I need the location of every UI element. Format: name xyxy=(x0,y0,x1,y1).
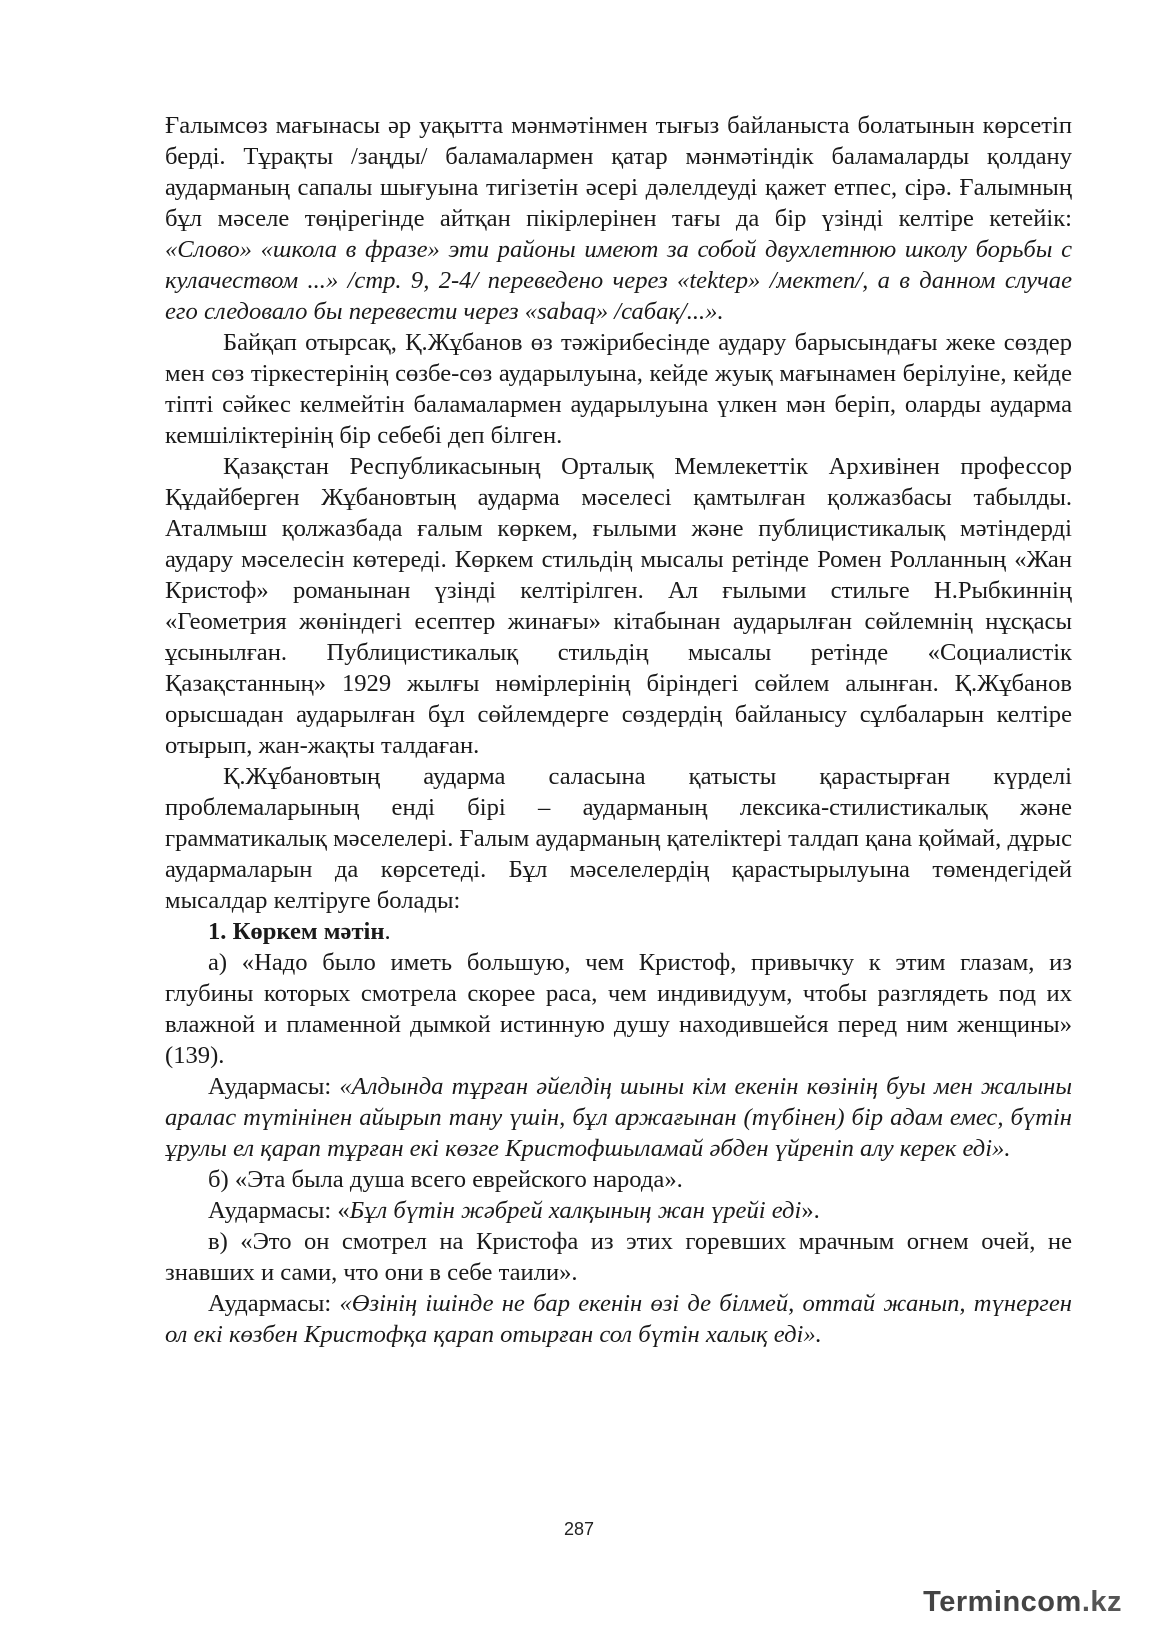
section-heading-dot: . xyxy=(384,918,391,945)
translation-end: ». xyxy=(801,1197,820,1224)
example-b-translation xyxy=(165,1195,1072,1226)
paragraph-1 xyxy=(165,110,1072,327)
example-c-translation xyxy=(165,1288,1072,1350)
example-b-source: б) «Эта была душа всего еврейского народа». xyxy=(208,1166,683,1193)
example-c-source: в) «Это он смотрел на Кристофа из этих горевших мрачным огнем очей, не знавших и сами, что они в себе таили». xyxy=(165,1228,1072,1286)
paragraph-1-text: Ғалымсөз мағынасы әр уақытта мәнмәтінмен тығыз байланыста болатынын көрсетіп берді. Тұрақты /заңды/ баламалармен қатар мәнмәтіндік баламаларды қолдану аударманың сапалы шығуына тигізетін әсері дәлелдеуді қажет етпес, сірә. Ғалымның бұл мәселе төңірегінде айтқан пікірлерінен тағы да бір үзінді келтіре кетейік: xyxy=(165,112,1072,232)
translation-label: Аудармасы: « xyxy=(208,1197,350,1224)
termincom-logo xyxy=(923,1586,1122,1622)
logo-domain: .kz xyxy=(1081,1586,1122,1618)
example-a-source: а) «Надо было иметь большую, чем Кристоф, привычку к этим глазам, из глубины которых смотрела скорее раса, чем индивидуум, чтобы разглядеть под их влажной и пламенной дымкой истинную душу находившейся перед ним женщины» (139). xyxy=(165,949,1072,1069)
paragraph-1-quote: «Слово» «школа в фразе» эти районы имеют за собой двухлетнюю школу борьбы с кулачеством ...» /стр. 9, 2-4/ переведено через «tektep» /мектеп/, а в данном случае его следовало бы перевести через «sabaq» /сабақ/...». xyxy=(165,236,1072,325)
document-body xyxy=(165,110,1072,1350)
example-a-translation xyxy=(165,1071,1072,1164)
logo-name: Termincom xyxy=(923,1586,1082,1618)
section-heading-text: 1. Көркем мәтін xyxy=(208,918,385,945)
paragraph-3: Қазақстан Республикасының Орталық Мемлекеттік Архивінен профессор Құдайберген Жұбановтың аударма мәселесі қамтылған қолжазбасы табылды. Аталмыш қолжазбада ғалым көркем, ғылыми және публицистикалық мәтіндерді аудару мәселесін көтереді. Көркем стильдің мысалы ретінде Ромен Ролланның «Жан Кристоф» романынан үзінді келтірілген. Ал ғылыми стильге Н.Рыбкиннің «Геометрия жөніндегі есептер жинағы» кітабынан аударылған сөйлемнің нұсқасы ұсынылған. Публицистикалық стильдің мысалы ретінде «Социалистік Қазақстанның» 1929 жылғы нөмірлерінің біріндегі сөйлем алынған. Қ.Жұбанов орысшадан аударылған бұл сөйлемдерге сөздердің байланысу сұлбаларын келтіре отырып, жан-жақты талдаған. xyxy=(165,453,1072,759)
paragraph-2: Байқап отырсақ, Қ.Жұбанов өз тәжірибесінде аудару барысындағы жеке сөздер мен сөз тіркестерінің сөзбе-сөз аударылуына, кейде жуық мағынамен берілуіне, кейде тіпті сәйкес келмейтін баламалармен аударылуына үлкен мән беріп, оларды аударма кемшіліктерінің бір себебі деп білген. xyxy=(165,329,1072,449)
translation-text: «Алдында тұрған әйелдің шыны кім екенін көзінің буы мен жалыны аралас түтінінен айырып тану үшін, бұл аржағынан (түбінен) бір адам емес, бүтін ұрулы ел қарап тұрған екі көзге Кристофшыламай әбден үйреніп алу керек еді». xyxy=(165,1073,1072,1162)
translation-text: Бұл бүтін жәбрей халқының жан үрейі еді xyxy=(349,1197,802,1224)
section-heading xyxy=(165,916,1072,947)
translation-label: Аудармасы: xyxy=(208,1073,340,1100)
translation-label: Аудармасы: xyxy=(208,1290,340,1317)
paragraph-4: Қ.Жұбановтың аударма саласына қатысты қарастырған күрделі проблемаларының енді бірі – аударманың лексика-стилистикалық және грамматикалық мәселелері. Ғалым аударманың қателіктері талдап қана қоймай, дұрыс аудармаларын да көрсетеді. Бұл мәселелердің қарастырылуына төмендегідей мысалдар келтіруге болады: xyxy=(165,763,1072,914)
page-number: 287 xyxy=(563,1519,595,1539)
translation-text: «Өзінің ішінде не бар екенін өзі де білмей, оттай жанып, түнерген ол екі көзбен Кристофқа қарап отырған сол бүтін халық еді». xyxy=(165,1290,1072,1348)
